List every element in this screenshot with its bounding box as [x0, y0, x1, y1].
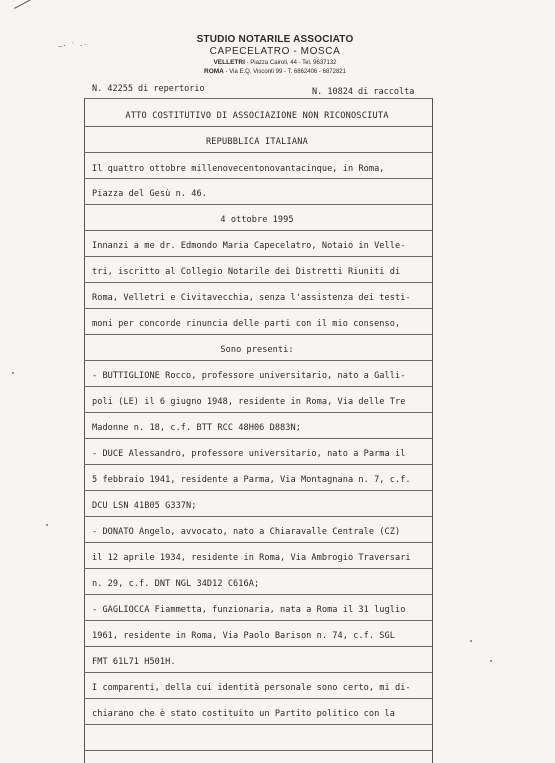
right-margin-rule: [432, 98, 433, 763]
text-line: DCU LSN 41B05 G337N;: [92, 501, 197, 511]
pen-stroke-mark: [14, 0, 58, 25]
letterhead-address-velletri-text: - Piazza Cairoli, 44 - Tel. 9637132: [246, 60, 337, 66]
ruled-line: [84, 386, 432, 387]
text-line: Piazza del Gesù n. 46.: [92, 189, 207, 199]
ruled-line: [84, 750, 432, 751]
ruled-line: [84, 282, 432, 283]
letterhead-address-roma-text: - Via E.Q. Visconti 99 - T. 6862406 - 6872821: [225, 69, 346, 75]
text-line: - DUCE Alessandro, professore universitario, nato a Parma il: [92, 449, 406, 459]
ruled-line: [84, 98, 432, 99]
present-heading: Sono presenti:: [220, 345, 294, 355]
text-line: Innanzi a me dr. Edmondo Maria Capecelatro, Notaio in Velle-: [92, 241, 406, 251]
ruled-line: [84, 542, 432, 543]
ruled-line: [84, 464, 432, 465]
letterhead-city-velletri: VELLETRI: [213, 59, 245, 66]
text-line: n. 29, c.f. DNT NGL 34D12 C616A;: [92, 579, 260, 589]
text-line: - GAGLIOCCA Fiammetta, funzionaria, nata a Roma il 31 luglio: [92, 605, 406, 615]
scan-speck: [470, 640, 472, 642]
ruled-line: [84, 568, 432, 569]
ruled-line: [84, 152, 432, 153]
ruled-line: [84, 308, 432, 309]
text-line: poli (LE) il 6 giugno 1948, residente in Roma, Via delle Tre: [92, 397, 406, 407]
text-line: - BUTTIGLIONE Rocco, professore universitario, nato a Galli-: [92, 371, 406, 381]
letterhead-city-roma: ROMA: [204, 68, 224, 75]
ruled-line: [84, 646, 432, 647]
text-line: 5 febbraio 1941, residente a Parma, Via Montagnana n. 7, c.f.: [92, 475, 411, 485]
ink-marks: –· ˙ ·⁻: [58, 42, 88, 50]
ruled-line: [84, 334, 432, 335]
letterhead-firm: STUDIO NOTARILE ASSOCIATO: [196, 34, 354, 45]
ruled-line: [84, 204, 432, 205]
ruled-line: [84, 594, 432, 595]
text-line: I comparenti, della cui identità personale sono certo, mi di-: [92, 683, 411, 693]
ruled-line: [84, 672, 432, 673]
text-line: il 12 aprile 1934, residente in Roma, Via Ambrogio Traversari: [92, 553, 411, 563]
text-line: Roma, Velletri e Civitavecchia, senza l'assistenza dei testi-: [92, 293, 411, 303]
ruled-line: [84, 230, 432, 231]
ruled-line: [84, 490, 432, 491]
ruled-line: [84, 412, 432, 413]
republic-heading: REPUBBLICA ITALIANA: [205, 137, 309, 147]
ruled-line: [84, 724, 432, 725]
ruled-line: [84, 438, 432, 439]
text-line: 1961, residente in Roma, Via Paolo Barison n. 74, c.f. SGL: [92, 631, 395, 641]
scan-speck: [46, 524, 48, 526]
left-margin-rule: [84, 98, 85, 763]
ruled-line: [84, 620, 432, 621]
scan-speck: [490, 660, 492, 662]
text-line: tri, iscritto al Collegio Notarile dei Distretti Riuniti di: [92, 267, 401, 277]
letterhead-address-roma: [150, 68, 400, 75]
ruled-line: [84, 256, 432, 257]
document-title: ATTO COSTITUTIVO DI ASSOCIAZIONE NON RICONOSCIUTA: [125, 111, 389, 121]
text-line: FMT 61L71 H501H.: [92, 657, 176, 667]
text-line: - DONATO Angelo, avvocato, nato a Chiaravalle Centrale (CZ): [92, 527, 401, 537]
letterhead-address-velletri: [150, 59, 400, 66]
text-line: chiarano che è stato costituito un Partito politico con la: [92, 709, 395, 719]
date-line: 4 ottobre 1995: [220, 215, 294, 225]
text-line: Il quattro ottobre millenovecentonovantacinque, in Roma,: [92, 164, 385, 174]
text-line: Madonne n. 18, c.f. BTT RCC 48H06 D883N;: [92, 423, 301, 433]
text-line: moni per concorde rinuncia delle parti con il mio consenso,: [92, 319, 401, 329]
letterhead-names: CAPECELATRO - MOSCA: [209, 46, 341, 57]
ruled-line: [84, 126, 432, 127]
ruled-line: [84, 516, 432, 517]
raccolta-number: N. 10824 di raccolta: [312, 87, 415, 97]
scan-speck: [12, 372, 14, 374]
repertorio-number: N. 42255 di repertorio: [92, 84, 205, 94]
ruled-line: [84, 360, 432, 361]
ruled-line: [84, 178, 432, 179]
letterhead: [150, 34, 400, 75]
ruled-line: [84, 698, 432, 699]
